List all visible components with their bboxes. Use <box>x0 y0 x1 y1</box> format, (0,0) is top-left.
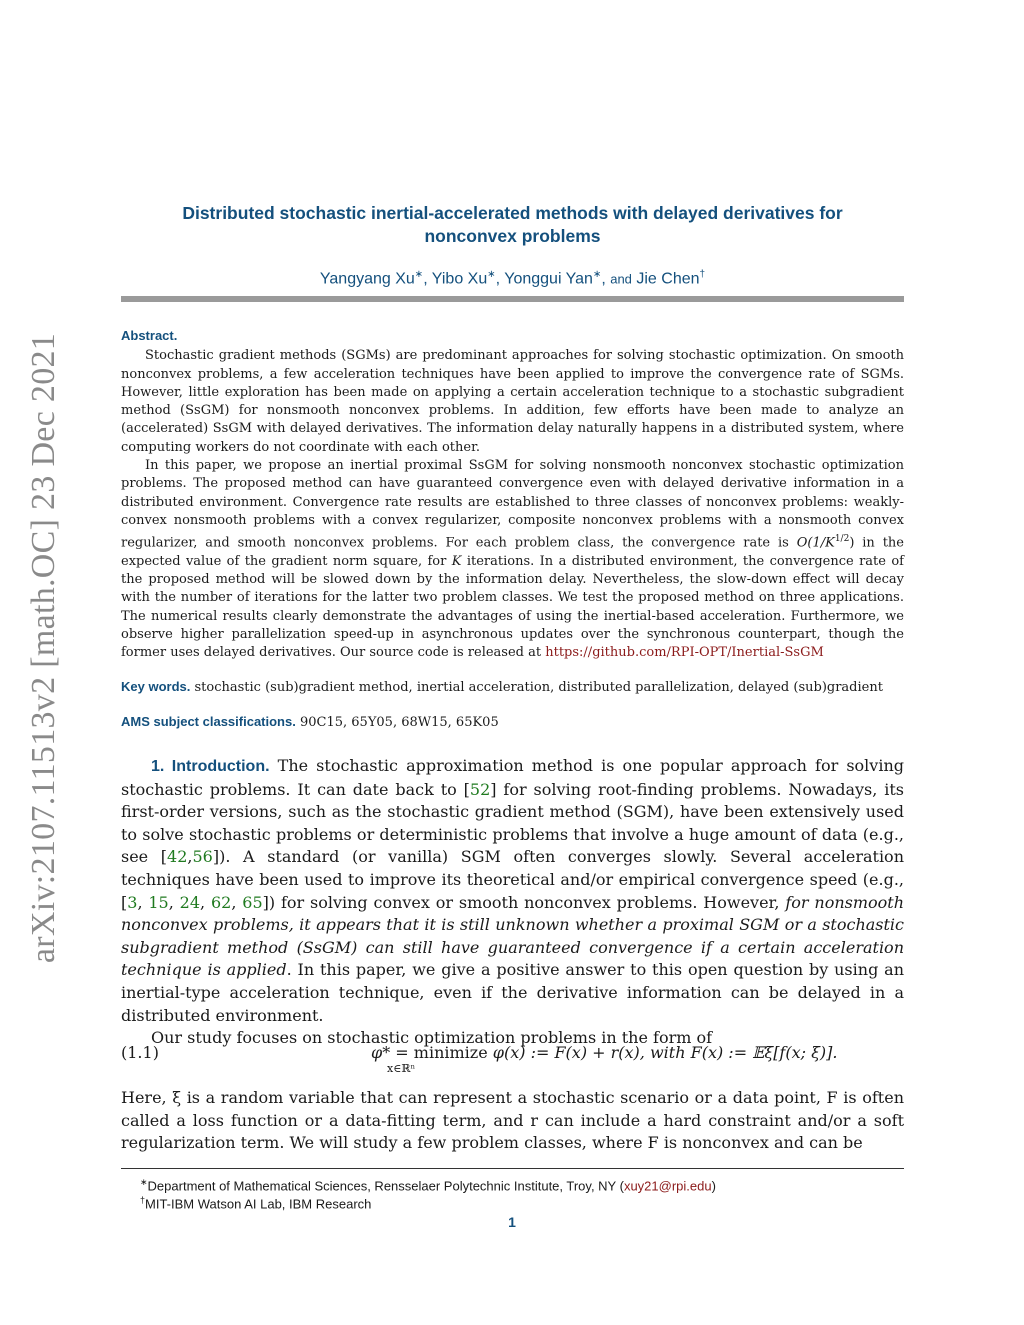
title-line-2: nonconvex problems <box>424 226 601 246</box>
equation-number: (1.1) <box>121 1043 159 1062</box>
source-code-link[interactable]: https://github.com/RPI-OPT/Inertial-SsGM <box>545 645 824 661</box>
author-name: Jie Chen <box>636 270 700 288</box>
citation-link[interactable]: 24 <box>179 892 201 912</box>
title-divider <box>121 296 904 302</box>
abstract-heading: Abstract. <box>121 328 178 343</box>
keywords-label: Key words. <box>121 679 191 694</box>
page-number: 1 <box>508 1214 516 1230</box>
footnote-text: ) <box>711 1178 716 1194</box>
body-text: ]). A standard (or vanilla) SGM often converges slowly. Several acceleration techniques have been used to improve its theoretical and/or empirical convergence speed (e.g., [ <box>121 847 904 912</box>
author-separator: , <box>495 270 505 288</box>
author-mark: ∗ <box>592 269 602 280</box>
after-equation-text <box>121 1087 904 1155</box>
footnote-2 <box>140 1191 371 1213</box>
abstract-paragraph-1: Stochastic gradient methods (SGMs) are predominant approaches for solving stochastic optimization. On smooth nonconvex problems, a few acceleration techniques have been applied to improve the convergence rate of SGMs. However, little exploration has been made on applying a certain acceleration technique to a stochastic subgradient method (SsGM) for nonsmooth nonconvex problems. In addition, few efforts have been made to analyze an (accelerated) SsGM with delayed derivatives. The information delay naturally happens in a distributed system, where computing workers do not coordinate with each other. <box>121 348 904 455</box>
title-line-1: Distributed stochastic inertial-accelerated methods with delayed derivatives for <box>182 203 843 223</box>
arxiv-id: arXiv:2107.11513v2 [math.OC] 23 Dec 2021 <box>25 332 62 963</box>
keywords <box>121 678 904 697</box>
keywords-text: stochastic (sub)gradient method, inertial acceleration, distributed parallelization, delayed (sub)gradient <box>194 680 883 695</box>
abstract <box>121 327 904 663</box>
arxiv-sidebar-stamp <box>22 330 66 965</box>
author-separator: , <box>601 270 611 288</box>
citation-link[interactable]: 62 <box>210 892 232 912</box>
footnote-mark: † <box>140 1195 146 1205</box>
ams-classifications <box>121 713 904 732</box>
paragraph: Here, ξ is a random variable that can represent a stochastic scenario or a data point, F is often called a loss function or a data-fitting term, and r can include a hard constraint and/or a soft regularization term. We will study a few problem classes, where F is nonconvex and can be <box>121 1088 904 1153</box>
footnote-text: Department of Mathematical Sciences, Rensselaer Polytechnic Institute, Troy, NY ( <box>147 1178 624 1194</box>
author-mark: ∗ <box>414 269 424 280</box>
author-separator: , <box>423 270 432 288</box>
equation-1-1 <box>121 1040 904 1080</box>
footnote-mark: ∗ <box>140 1177 148 1187</box>
footnote-text: MIT-IBM Watson AI Lab, IBM Research <box>145 1196 372 1212</box>
iterations-symbol: K <box>451 553 462 569</box>
intro-paragraph-2: Our study focuses on stochastic optimization problems in the form of <box>151 1028 713 1048</box>
citation-link[interactable]: 65 <box>242 892 263 912</box>
intro-paragraph-1: 1. Introduction. The stochastic approximation method is one popular approach for solving stochastic problems. It can date back to [52] for solving root-finding problems. Nowadays, its first-order versions, such as the stochastic gradient method (SGM), have been extensively used to solve stochastic problems or deterministic problems that involve a huge amount of data (e.g., see [42,56]). A standard (or vanilla) SGM often converges slowly. Several acceleration techniques have been used to improve its theoretical and/or empirical convergence speed (e.g., [3, 15, 24, 62, 65]) for solving convex or smooth nonconvex problems. However, for nonsmooth nonconvex problems, it appears that it is still unknown whether a proximal SGM or a stochastic subgradient method (SsGM) can still have guaranteed convergence if a certain acceleration technique is applied. In this paper, we give a positive answer to this open question by using an inertial-type acceleration technique, even if the derivative information can be delayed in a distributed environment. <box>121 756 905 1025</box>
paper-title <box>121 202 904 248</box>
citation-link[interactable]: 56 <box>192 847 213 867</box>
body-text: . In this paper, we give a positive answer to this open question by using an inertial-type acceleration technique, even if the derivative information can be delayed in a distributed environment. <box>121 960 904 1025</box>
author-name: Yangyang Xu <box>319 270 415 288</box>
abstract-text: iterations. In a distributed environment, the convergence rate of the proposed method will be slowed down by the information delay. Nevertheless, the slow-down effect will decay with the number of iterations for the latter two problem classes. We test the proposed method on three applications. The numerical results clearly demonstrate the advantages of using the inertial-based acceleration. Furthermore, we observe higher parallelization speed-up in asynchronous updates over the synchronous counterpart, though the former uses delayed derivatives. Our source code is released at <box>121 553 904 661</box>
abstract-text: In this paper, we propose an inertial proximal SsGM for solving nonsmooth nonconvex stochastic optimization problems. The proposed method can have guaranteed convergence even with delayed derivative information in a distributed environment. Convergence rate results are established to three classes of nonconvex problems: weakly-convex nonsmooth problems with a convex regularizer, composite nonconvex problems with a nonsmooth convex regularizer, and smooth nonconvex problems. For each problem class, the convergence rate is <box>121 458 904 551</box>
body-text: ] for solving root-finding problems. Nowadays, its first-order versions, such as the stochastic gradient method (SGM), have been extensively used to solve stochastic problems or deterministic problems that involve a huge amount of data (e.g., see [ <box>121 779 904 867</box>
author-list <box>121 264 904 290</box>
equation-operator: minimize <box>413 1043 488 1062</box>
citation-link[interactable]: 3 <box>127 892 138 912</box>
section-heading: 1. Introduction. <box>151 758 270 775</box>
ams-label: AMS subject classifications. <box>121 714 296 729</box>
author-mark: † <box>699 269 706 280</box>
rate-exponent: 1/2 <box>834 534 850 545</box>
introduction <box>121 755 904 1050</box>
author-mark: ∗ <box>487 269 496 280</box>
abstract-paragraph-2 <box>121 457 904 663</box>
abstract-text: ) in the expected value of the gradient norm square, for <box>121 535 904 569</box>
author-name: Yonggui Yan <box>504 270 593 288</box>
emphasized-text: for nonsmooth nonconvex problems, it appears that it is still unknown whether a proximal SGM or a stochastic subgradient method (SsGM) can still have guaranteed convergence if a certain acceleration technique is applied <box>121 892 905 980</box>
footnote-divider <box>121 1168 904 1169</box>
author-name: Yibo Xu <box>431 270 488 288</box>
equation-subscript: x∈ℝⁿ <box>387 1062 416 1075</box>
ams-text: 90C15, 65Y05, 68W15, 65K05 <box>299 715 499 730</box>
equation-rhs: φ(x) := F(x) + r(x), with F(x) := 𝔼ξ[f(x; ξ)]. <box>487 1043 838 1062</box>
citation-link[interactable]: 52 <box>469 779 491 799</box>
body-text: ]) for solving convex or smooth nonconvex problems. However, <box>262 892 786 912</box>
body-text: The stochastic approximation method is one popular approach for solving stochastic problems. It can date back to [ <box>121 756 905 799</box>
and-word: and <box>610 271 632 287</box>
equation-body <box>371 1043 837 1062</box>
rate-expression: O(1/K <box>796 535 835 551</box>
citation-link[interactable]: 42 <box>167 847 188 867</box>
equation-lhs: φ* = <box>371 1043 414 1062</box>
email-link[interactable]: xuy21@rpi.edu <box>623 1178 712 1194</box>
citation-link[interactable]: 15 <box>148 892 169 912</box>
